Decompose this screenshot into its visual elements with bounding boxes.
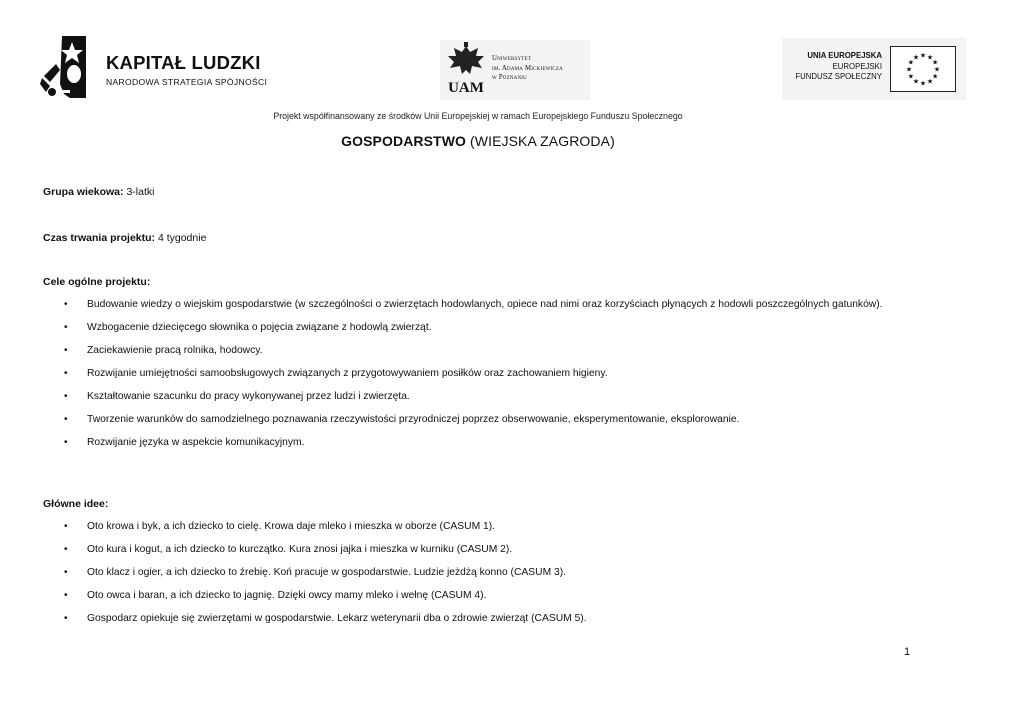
list-item xyxy=(43,607,917,630)
eu-fund-name xyxy=(792,51,882,83)
kapital-ludzki-subtitle: NARODOWA STRATEGIA SPÓJNOŚCI xyxy=(106,77,268,87)
uam-line-2: im. Adama Mickiewicza xyxy=(492,64,563,72)
age-group-label: Grupa wiekowa: xyxy=(43,186,124,198)
kapital-ludzki-title: KAPITAŁ LUDZKI xyxy=(106,52,261,73)
bullet: • xyxy=(64,613,68,624)
eu-flag-icon xyxy=(890,46,956,92)
bullet: • xyxy=(64,521,68,532)
page-title-main: GOSPODARSTWO xyxy=(341,133,467,149)
eu-star-icon: ★ xyxy=(931,72,939,81)
list-item xyxy=(43,385,917,408)
age-group-value: 3-latki xyxy=(123,186,155,198)
duration-field xyxy=(43,232,206,244)
ideas-list xyxy=(43,515,917,630)
eu-star-icon: ★ xyxy=(912,53,920,62)
uam-name xyxy=(492,54,563,83)
ideas-heading: Główne idee: xyxy=(43,498,109,510)
idea-text: Oto owca i baran, a ich dziecko to jagnię. Dzięki owcy mamy mleko i wełnę (CASUM 4). xyxy=(87,590,487,601)
eu-star-icon: ★ xyxy=(933,65,941,74)
kapital-ludzki-emblem-icon xyxy=(40,34,100,104)
list-item xyxy=(43,293,917,316)
list-item xyxy=(43,339,917,362)
eu-line-3: FUNDUSZ SPOŁECZNY xyxy=(795,72,882,81)
bullet: • xyxy=(64,544,68,555)
eu-star-icon: ★ xyxy=(905,65,913,74)
bullet: • xyxy=(64,437,68,448)
idea-text: Oto krowa i byk, a ich dziecko to cielę. Krowa daje mleko i mieszka w oborze (CASUM 1). xyxy=(87,521,496,532)
bullet: • xyxy=(64,345,68,356)
idea-text: Gospodarz opiekuje się zwierzętami w gospodarstwie. Lekarz weterynarii dba o zdrowie zwierząt (CASUM 5). xyxy=(87,613,587,624)
eu-star-icon: ★ xyxy=(907,72,915,81)
goal-text: Rozwijanie języka w aspekcie komunikacyjnym. xyxy=(87,437,305,448)
goal-text: Budowanie wiedzy o wiejskim gospodarstwie (w szczególności o zwierzętach hodowlanych, opiece nad nimi oraz korzyściach płynących z hodowli poszczególnych gatunków). xyxy=(87,299,883,310)
goal-text: Tworzenie warunków do samodzielnego poznawania rzeczywistości przyrodniczej poprzez obserwowanie, eksperymentowanie, eksplorowanie. xyxy=(87,414,740,425)
page-title-rest: (WIEJSKA ZAGRODA) xyxy=(466,133,615,149)
bullet: • xyxy=(64,590,68,601)
page-title xyxy=(0,133,956,149)
bullet: • xyxy=(64,322,68,333)
duration-value: 4 tygodnie xyxy=(155,232,207,244)
bullet: • xyxy=(64,299,68,310)
duration-label: Czas trwania projektu: xyxy=(43,232,156,244)
eu-star-icon: ★ xyxy=(919,51,927,60)
list-item xyxy=(43,584,917,607)
list-item xyxy=(43,408,917,431)
eu-line-1: UNIA EUROPEJSKA xyxy=(807,51,882,60)
eu-star-icon: ★ xyxy=(926,53,934,62)
uam-eagle-crest-icon xyxy=(444,42,488,98)
eu-star-icon: ★ xyxy=(926,77,934,86)
eu-social-fund-logo xyxy=(782,38,966,100)
bullet: • xyxy=(64,567,68,578)
uam-line-1: Uniwersytet xyxy=(492,55,532,62)
page-number: 1 xyxy=(904,646,911,658)
eu-star-icon: ★ xyxy=(907,58,915,67)
uam-crest-letters: UAM xyxy=(448,80,484,96)
goals-heading: Cele ogólne projektu: xyxy=(43,276,151,288)
eu-star-icon: ★ xyxy=(931,58,939,67)
cofinance-note: Projekt współfinansowany ze środków Unii Europejskiej w ramach Europejskiego Funduszu Społecznego xyxy=(273,111,683,121)
list-item xyxy=(43,561,917,584)
eu-stars-icon xyxy=(891,47,955,91)
list-item xyxy=(43,362,917,385)
goal-text: Kształtowanie szacunku do pracy wykonywanej przez ludzi i zwierzęta. xyxy=(87,391,410,402)
list-item xyxy=(43,538,917,561)
list-item xyxy=(43,316,917,339)
eu-star-icon: ★ xyxy=(919,79,927,88)
kapital-ludzki-logo xyxy=(40,34,280,104)
age-group-field xyxy=(43,186,154,198)
goal-text: Zaciekawienie pracą rolnika, hodowcy. xyxy=(87,345,263,356)
goal-text: Wzbogacenie dziecięcego słownika o pojęcia związane z hodowlą zwierząt. xyxy=(87,322,432,333)
eu-line-2: EUROPEJSKI xyxy=(832,61,882,71)
goal-text: Rozwijanie umiejętności samoobsługowych związanych z przygotowywaniem posiłków oraz zachowaniem higieny. xyxy=(87,368,608,379)
bullet: • xyxy=(64,391,68,402)
bullet: • xyxy=(64,414,68,425)
list-item xyxy=(43,431,917,454)
idea-text: Oto klacz i ogier, a ich dziecko to źrebię. Koń pracuje w gospodarstwie. Ludzie jeżdżą konno (CASUM 3). xyxy=(87,567,567,578)
uam-line-3: w Poznaniu xyxy=(492,74,527,81)
idea-text: Oto kura i kogut, a ich dziecko to kurczątko. Kura znosi jajka i mieszka w kurniku (CASUM 2). xyxy=(87,544,513,555)
bullet: • xyxy=(64,368,68,379)
uam-logo xyxy=(440,40,590,100)
goals-list xyxy=(43,293,917,454)
list-item xyxy=(43,515,917,538)
eu-star-icon: ★ xyxy=(912,77,920,86)
